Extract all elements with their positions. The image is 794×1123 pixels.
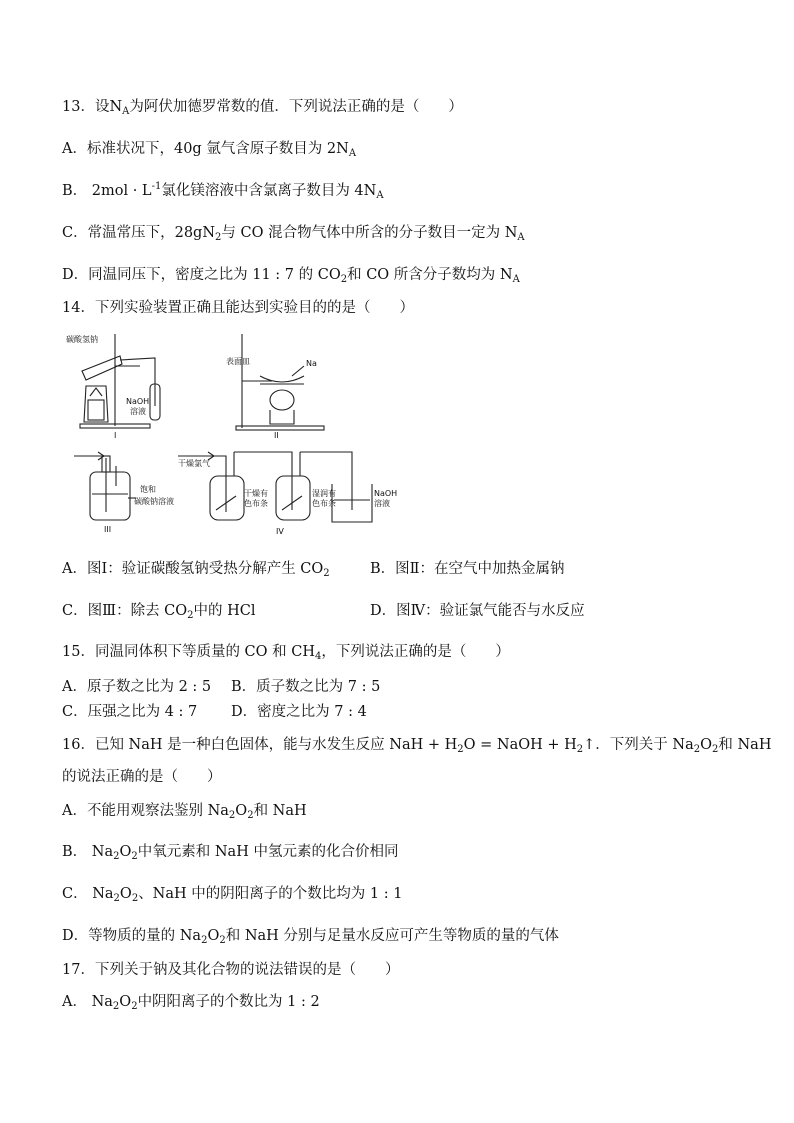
fig4-label-dry-cloth-2: 色布条 <box>244 499 268 508</box>
q15-option-c: C．压强之比为 4 : 7 <box>62 704 198 720</box>
q16-option-a: A．不能用观察法鉴别 $Na_2O_2$和 NaH <box>62 803 307 821</box>
fig4-label-wet-cloth-1: 湿润有 <box>312 489 336 498</box>
q13-option-a: A．标准状况下，40g 氩气含原子数目为 $2N_A$ <box>62 141 357 159</box>
q15-option-d: D．密度之比为 7 : 4 <box>231 704 367 720</box>
fig2-label-watch-glass: 表面皿 <box>226 357 250 366</box>
fig2-label-na: Na <box>306 359 317 368</box>
fig4-number: IV <box>276 527 284 536</box>
q13-option-b: B． $2mol \cdot L^{-1}$氯化镁溶液中含氯离子数目为 $4N_A$ <box>62 181 384 201</box>
fig1-label-sodium-bicarbonate: 碳酸氢钠 <box>66 335 98 344</box>
q13-option-c: C．常温常压下，$28gN_2$与 CO 混合物气体中所含的分子数目一定为 $N_A$ <box>62 225 525 243</box>
apparatus-diagram <box>60 326 400 546</box>
q13-stem: 13．设$N_A$为阿伏加德罗常数的值．下列说法正确的是（ ） <box>62 99 463 117</box>
q15-stem: 15．同温同体积下等质量的 CO 和 $CH_4$，下列说法正确的是（ ） <box>62 644 510 662</box>
q14-apparatus-figures <box>60 326 400 546</box>
q14-option-c: C．图Ⅲ：除去 $CO_2$中的 HCl <box>62 603 256 621</box>
fig3-number: III <box>104 525 112 534</box>
fig1-label-solution: 溶液 <box>130 407 146 416</box>
fig4-label-dry-chlorine: 干燥氯气 <box>178 459 210 468</box>
q16-option-b: B． $Na_2O_2$中氧元素和 NaH 中氢元素的化合价相同 <box>62 844 399 862</box>
q16-option-c: C． $Na_2O_2$、NaH 中的阴阳离子的个数比均为 1 : 1 <box>62 886 403 904</box>
q17-option-a: A． $Na_2O_2$中阴阳离子的个数比为 1 : 2 <box>62 994 320 1012</box>
fig4-label-wet-cloth-2: 色布条 <box>312 499 336 508</box>
q14-option-b: B．图Ⅱ：在空气中加热金属钠 <box>370 561 565 577</box>
q15-option-b: B．质子数之比为 7 : 5 <box>231 679 381 695</box>
fig4-label-dry-cloth-1: 干燥有 <box>244 489 268 498</box>
q14-stem: 14．下列实验装置正确且能达到实验目的的是（ ） <box>62 300 414 316</box>
q15-option-a: A．原子数之比为 2 : 5 <box>62 679 212 695</box>
q16-stem: 16．已知 NaH 是一种白色固体，能与水发生反应 NaH + $H_2O$ = NaOH + $H_2↑$．下列关于 $Na_2O_2$和 NaH <box>62 737 772 755</box>
figure-1-heating-apparatus <box>80 334 160 428</box>
fig1-label-naoh: NaOH <box>126 397 150 406</box>
figure-3-wash-bottle <box>74 452 136 520</box>
q13-option-d: D．同温同压下，密度之比为 11 : 7 的 $CO_2$和 CO 所含分子数均为 $N_A$ <box>62 267 520 285</box>
q17-stem: 17．下列关于钠及其化合物的说法错误的是（ ） <box>62 962 400 978</box>
fig3-label-sodium-carbonate-solution: 碳酸钠溶液 <box>134 497 174 506</box>
fig4-label-naoh: NaOH <box>374 489 398 498</box>
q16-option-d: D．等物质的量的 $Na_2O_2$和 NaH 分别与足量水反应可产生等物质的量的气体 <box>62 928 559 946</box>
fig1-number: I <box>114 431 117 440</box>
figure-2-heating-apparatus <box>236 334 324 430</box>
fig2-number: II <box>274 431 279 440</box>
fig3-label-saturated: 饱和 <box>140 485 156 494</box>
q16-stem-line2: 的说法正确的是（ ） <box>62 769 222 785</box>
q14-option-d: D．图Ⅳ：验证氯气能否与水反应 <box>370 603 585 619</box>
q14-option-a: A．图I：验证碳酸氢钠受热分解产生 $CO_2$ <box>62 561 330 579</box>
fig4-label-solution: 溶液 <box>374 499 390 508</box>
